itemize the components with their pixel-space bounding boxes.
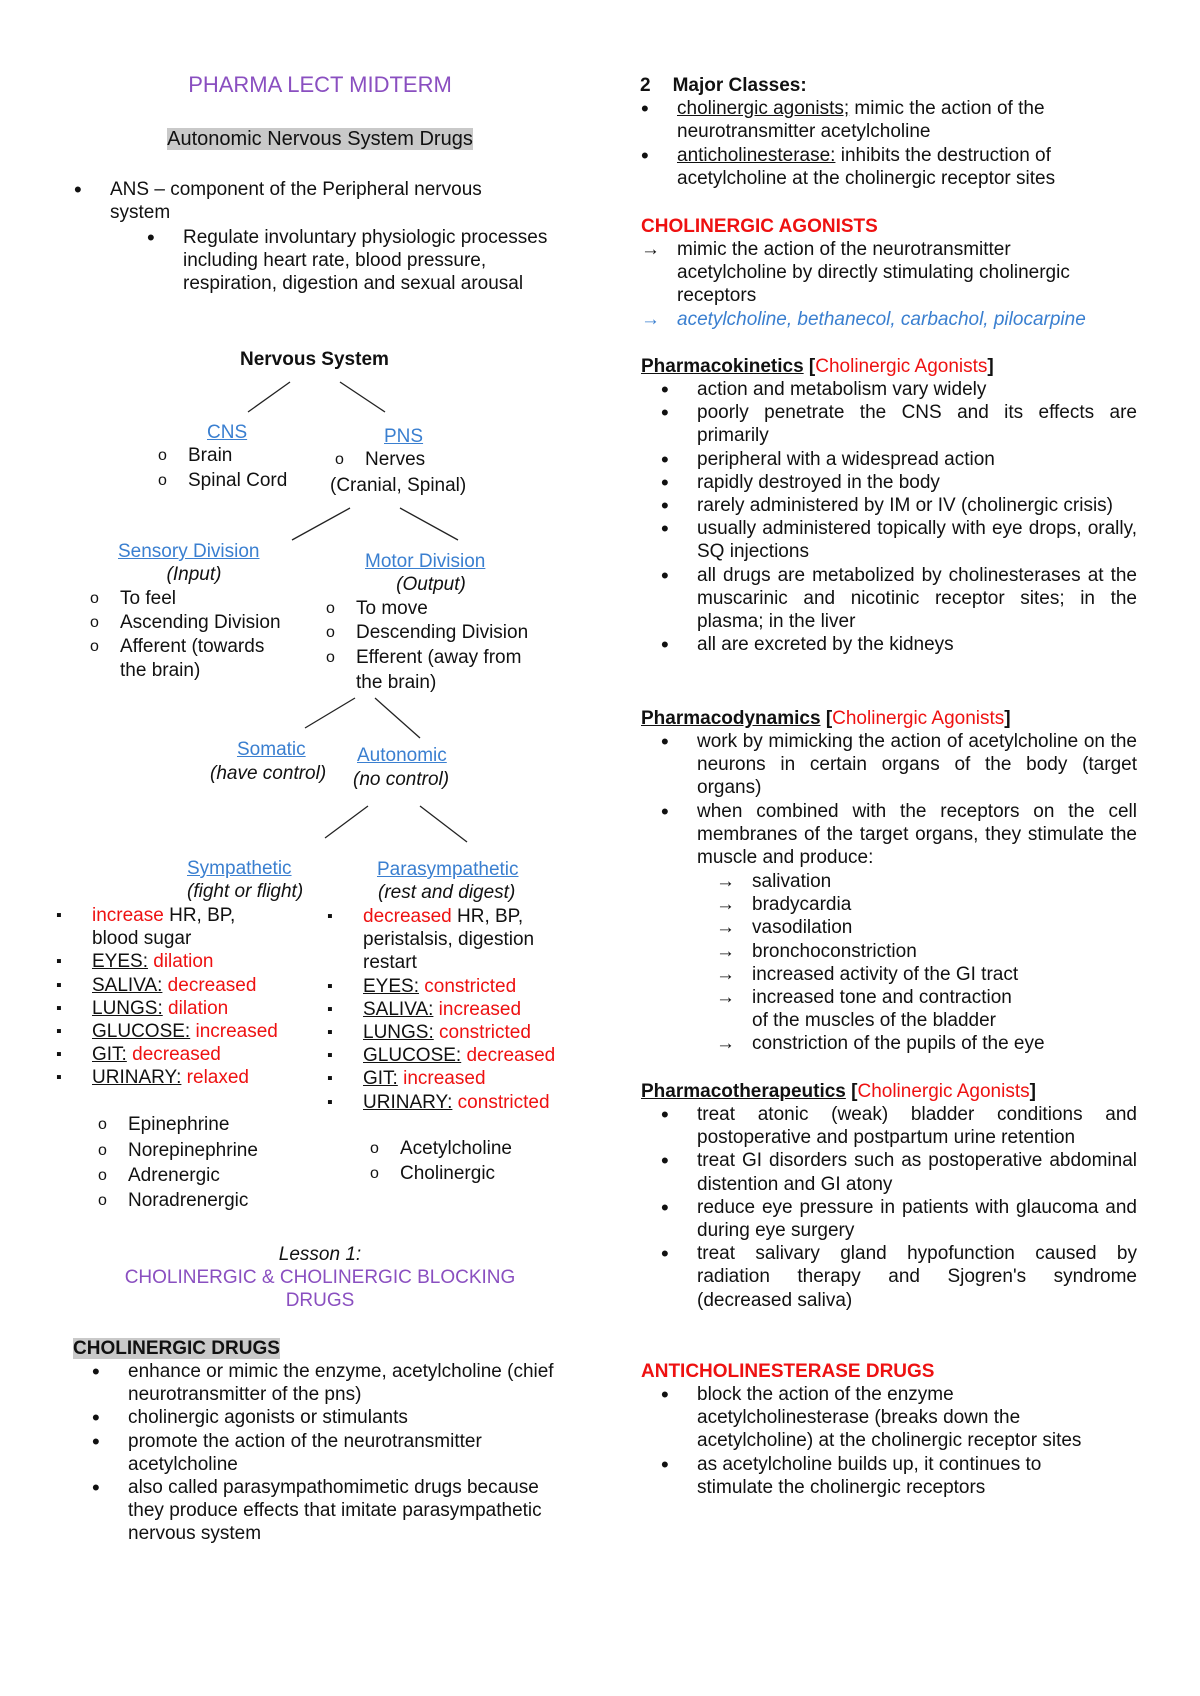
effect-change: relaxed (181, 1067, 250, 1089)
cns-item: o Spinal Cord (188, 469, 287, 492)
pd-effect-item: of the muscles of the bladder (752, 1010, 996, 1032)
list-item: • usually administered topically with eye drops, orally, SQ injections (697, 517, 1137, 563)
list-item: • all are excreted by the kidneys (697, 633, 1137, 656)
effect-item (92, 974, 278, 997)
effect-item (92, 950, 278, 973)
pt-list (697, 1103, 1137, 1312)
effect-change: increased (433, 998, 522, 1020)
sympathetic-neuro: o Epinephrine (128, 1113, 229, 1136)
cholinergic-list (128, 1360, 588, 1546)
list-item: • all drugs are metabolized by cholinesterases at the muscarinic and nicotinic receptor sites; in the plasma; in the liver (697, 564, 1137, 634)
motor-note: (Output) (396, 574, 466, 595)
pd-heading: Pharmacodynamics [Cholinergic Agonists] (641, 708, 1011, 729)
effect-organ: SALIVA: (363, 998, 434, 1020)
effect-organ: LUNGS: (363, 1022, 434, 1044)
effect-item (363, 928, 555, 951)
list-item: • action and metabolism vary widely (697, 378, 1137, 401)
tree-root: Nervous System (240, 349, 389, 370)
effect-organ: SALIVA: (92, 974, 163, 996)
list-item: • treat salivary gland hypofunction caused by radiation therapy and Sjogren's syndrome (decreased saliva) (697, 1242, 1137, 1312)
effect-change: dilation (147, 951, 214, 973)
list-item: • treat atonic (weak) bladder conditions and postoperative and postpartum urine retention (697, 1103, 1137, 1149)
sympathetic-neuro: o Norepinephrine (128, 1139, 258, 1162)
agonists-heading: CHOLINERGIC AGONISTS (641, 216, 878, 237)
sensory-item: o To feel (120, 587, 176, 610)
effect-text: HR, BP, (163, 905, 236, 926)
effect-item (363, 1044, 555, 1067)
somatic-label: Somatic (237, 739, 306, 760)
effect-change: decreased (363, 906, 452, 927)
effect-item (363, 975, 555, 998)
sensory-item: o Afferent (towards (120, 635, 264, 658)
list-item: • also called parasympathomimetic drugs because they produce effects that imitate parasympathetic nervous system (128, 1476, 578, 1546)
ans-bullet: • ANS – component of the Peripheral nervous system (110, 178, 530, 224)
effect-item (363, 1091, 555, 1114)
effect-change: decreased (126, 1044, 221, 1066)
class-item: • cholinergic agonists; mimic the action of the neurotransmitter acetylcholine (677, 97, 1107, 143)
anti-heading: ANTICHOLINESTERASE DRUGS (641, 1361, 935, 1382)
effect-item (363, 905, 555, 928)
parasympathetic-label: Parasympathetic (377, 859, 519, 880)
list-item: • cholinergic agonists or stimulants (128, 1406, 568, 1429)
pd-effect-item: → constriction of the pupils of the eye (752, 1032, 1045, 1055)
sympathetic-neuro: o Noradrenergic (128, 1189, 248, 1212)
sensory-item-cont: the brain) (120, 660, 201, 681)
lesson-title: CHOLINERGIC & CHOLINERGIC BLOCKING DRUGS (124, 1267, 516, 1311)
pd-effect-item: → bradycardia (752, 893, 1045, 916)
list-item: • treat GI disorders such as postoperative abdominal distention and GI atony (697, 1149, 1137, 1195)
pt-heading: Pharmacotherapeutics [Cholinergic Agonists] (641, 1081, 1036, 1102)
page-title: PHARMA LECT MIDTERM (188, 72, 452, 97)
cns-item: o Brain (188, 444, 232, 467)
effect-change: constricted (433, 1022, 531, 1044)
effect-organ: URINARY: (92, 1067, 182, 1089)
pk-heading: Pharmacokinetics [Cholinergic Agonists] (641, 356, 994, 377)
effect-item (92, 1020, 278, 1043)
effect-item (92, 1066, 278, 1089)
effect-item (363, 1021, 555, 1044)
sympathetic-neuro: o Adrenergic (128, 1164, 220, 1187)
list-item: • rarely administered by IM or IV (cholinergic crisis) (697, 494, 1137, 517)
effect-change: dilation (162, 997, 229, 1019)
effect-organ: GIT: (363, 1068, 398, 1090)
pns-item: o Nerves (365, 448, 425, 471)
list-item: • peripheral with a widespread action (697, 448, 1137, 471)
effect-item (363, 951, 555, 974)
cholinergic-heading: CHOLINERGIC DRUGS (73, 1338, 280, 1359)
motor-label: Motor Division (365, 551, 486, 572)
effect-organ: GIT: (92, 1044, 127, 1066)
sympathetic-note: (fight or flight) (187, 881, 304, 902)
agonists-examples: → acetylcholine, bethanecol, carbachol, pilocarpine (677, 308, 1157, 331)
pd-effect-item: → salivation (752, 870, 1045, 893)
pd-effects (752, 870, 1045, 1056)
pns-label: PNS (384, 426, 424, 447)
effect-item (92, 997, 278, 1020)
class-item: • anticholinesterase: inhibits the destruction of acetylcholine at the cholinergic receptor sites (677, 144, 1107, 190)
pd-effect-item: → vasodilation (752, 916, 1045, 939)
motor-item: o Efferent (away from (356, 646, 521, 669)
lesson-label: Lesson 1: (278, 1244, 362, 1265)
anti-list (697, 1383, 1137, 1499)
effect-item (92, 927, 278, 950)
autonomic-label: Autonomic (357, 745, 447, 766)
effect-organ: LUNGS: (92, 997, 163, 1019)
parasympathetic-effects (363, 905, 555, 1114)
section-subtitle: Autonomic Nervous System Drugs (167, 128, 473, 150)
list-item: • when combined with the receptors on the cell membranes of the target organs, they stimulate the muscle and produce: (697, 800, 1137, 870)
pd-effect-item: → increased activity of the GI tract (752, 963, 1045, 986)
effect-organ: GLUCOSE: (92, 1021, 191, 1043)
effect-item (92, 1043, 278, 1066)
effect-change: increase (92, 905, 164, 926)
list-item: • poorly penetrate the CNS and its effects are primarily (697, 401, 1137, 447)
effect-change: increased (190, 1021, 278, 1043)
parasympathetic-neuro: o Cholinergic (400, 1162, 495, 1185)
effect-change: constricted (452, 1091, 550, 1113)
effect-text: peristalsis, digestion (363, 929, 535, 951)
parasympathetic-neuro: o Acetylcholine (400, 1137, 512, 1160)
list-item: • as acetylcholine builds up, it continues to stimulate the cholinergic receptors (697, 1453, 1097, 1499)
list-item: • enhance or mimic the enzyme, acetylcholine (chief neurotransmitter of the pns) (128, 1360, 568, 1406)
pd-list (697, 730, 1137, 869)
effect-organ: GLUCOSE: (363, 1045, 462, 1067)
effect-change: decreased (162, 974, 257, 996)
pns-note: (Cranial, Spinal) (330, 475, 467, 496)
effect-change: increased (397, 1068, 486, 1090)
autonomic-note: (no control) (353, 769, 450, 790)
sensory-label: Sensory Division (118, 541, 260, 562)
effect-organ: EYES: (92, 951, 148, 973)
list-item: • block the action of the enzyme acetylcholinesterase (breaks down the acetylcholine) at the cholinergic receptor sites (697, 1383, 1117, 1453)
motor-item: o Descending Division (356, 621, 528, 644)
list-item: • rapidly destroyed in the body (697, 471, 1137, 494)
cns-label: CNS (207, 422, 248, 443)
parasympathetic-note: (rest and digest) (378, 882, 516, 903)
effect-text: blood sugar (92, 928, 192, 950)
pk-list (697, 378, 1137, 656)
ans-sub-bullet: • Regulate involuntary physiologic processes including heart rate, blood pressure, respiration, digestion and sexual arousal (183, 226, 573, 296)
effect-change: constricted (418, 975, 517, 997)
effect-item (363, 998, 555, 1021)
list-item: • work by mimicking the action of acetylcholine on the neurons in certain organs of the body (target organs) (697, 730, 1137, 800)
sympathetic-label: Sympathetic (187, 858, 292, 879)
effect-organ: URINARY: (363, 1091, 453, 1113)
effect-text: HR, BP, (451, 906, 524, 927)
effect-item (92, 904, 278, 927)
somatic-note: (have control) (210, 763, 327, 784)
pd-effect-item: → increased tone and contraction (752, 986, 1045, 1009)
motor-item: o To move (356, 597, 428, 620)
classes-heading: 2 Major Classes: (640, 75, 807, 96)
effect-organ: EYES: (363, 975, 419, 997)
agonists-description: → mimic the action of the neurotransmitter acetylcholine by directly stimulating cholinergic receptors (677, 238, 1117, 308)
effect-text: restart (363, 952, 417, 974)
effect-change: decreased (461, 1045, 556, 1067)
effect-item (363, 1067, 555, 1090)
list-item: • reduce eye pressure in patients with glaucoma and during eye surgery (697, 1196, 1137, 1242)
sympathetic-effects (92, 904, 278, 1090)
motor-item-cont: the brain) (356, 672, 437, 693)
tree-connectors (0, 0, 600, 860)
list-item: • promote the action of the neurotransmitter acetylcholine (128, 1430, 528, 1476)
sensory-item: o Ascending Division (120, 611, 281, 634)
sensory-note: (Input) (166, 564, 222, 585)
pd-effect-item: → bronchoconstriction (752, 940, 1045, 963)
